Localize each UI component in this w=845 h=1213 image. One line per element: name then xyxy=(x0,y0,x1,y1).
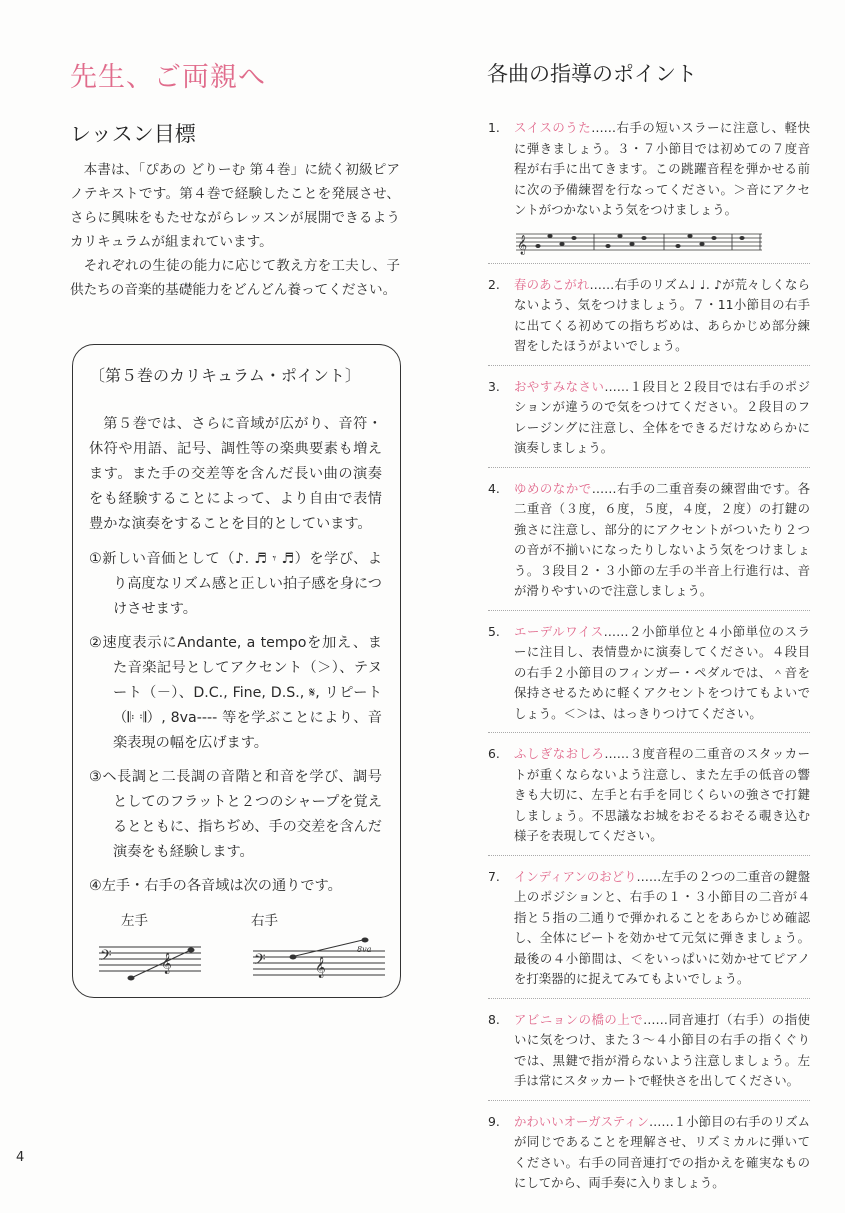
svg-text:𝄞: 𝄞 xyxy=(517,234,528,255)
curriculum-box xyxy=(72,344,401,998)
point-text: ……右手のリズム♩ ♩. ♪が荒々しくならないよう、気をつけましょう。７・11小節目の右手に出てくる初めての指ちぢめは、あらかじめ部分練習をしたほうがよいでしょう。 xyxy=(514,276,810,353)
left-hand-label: 左手 xyxy=(121,913,148,929)
point-number: 9. xyxy=(488,1113,500,1129)
point-title: ゆめのなかで xyxy=(514,480,592,496)
intro-text xyxy=(70,158,400,302)
point-8 xyxy=(488,1010,810,1101)
point-title: アビニョンの橋の上で xyxy=(514,1011,644,1027)
point-text: ……右手の二重音奏の練習曲です。各二重音（３度，６度，５度，４度，２度）の打鍵の強さに注意し、部分的にアクセントがついたり２つの音が不揃いになったりしないよう気をつけましょう。３段目２・３小節の左手の半音上行進行は、音が滑りやすいので注意しましょう。 xyxy=(514,480,811,598)
box-paragraph: 第５巻では、さらに音域が広がり、音符・休符や用語、記号、調性等の楽典要素も増えます。また手の交差等を含んだ長い曲の演奏をも経験することによって、より自由で表情豊かな演奏をすることを目的としています。 xyxy=(89,416,382,532)
point-text: ……１小節目の右手のリズムが同じであることを理解させ、リズミカルに弾いてください。右手の同音連打での指かえを確実なものにしてから、両手奏に入りましょう。 xyxy=(514,1113,810,1190)
ottava-mark: 8va xyxy=(357,945,372,954)
svg-text:𝄢: 𝄢 xyxy=(100,947,112,968)
point-title: 春のあこがれ xyxy=(514,276,590,292)
point-4 xyxy=(488,479,810,611)
point-title: ふしぎなおしろ xyxy=(514,746,605,761)
intro-paragraph-1: 本書は、「ぴあの どりーむ 第４巻」に続く初級ピアノテキストです。第４巻で経験したことを発展させ、さらに興味をもたせながらレッスンが展開できるようカリキュラムが組まれています。 xyxy=(70,162,400,250)
point-3 xyxy=(488,377,810,468)
box-body xyxy=(89,412,382,899)
left-hand-range-staff xyxy=(95,935,205,985)
point-title: インディアンのおどり xyxy=(514,868,637,884)
intro-paragraph-2: それぞれの生徒の能力に応じて教え方を工夫し、子供たちの音楽的基礎能力をどんどん養ってください。 xyxy=(70,258,400,298)
svg-text:𝄞: 𝄞 xyxy=(161,953,172,974)
box-item-3: ③ヘ長調と二長調の音階と和音を学び、調号としてのフラットと２つのシャープを覚えるとともに、指ちぢめ、手の交差を含んだ演奏をも経験します。 xyxy=(89,769,382,860)
point-number: 7. xyxy=(488,868,500,884)
box-title: 〔第５巻のカリキュラム・ポイント〕 xyxy=(89,366,361,385)
range-staves xyxy=(89,909,382,984)
point-number: 3. xyxy=(488,378,500,394)
right-title: 各曲の指導のポイント xyxy=(487,62,697,86)
lesson-heading: レッスン目標 xyxy=(70,122,196,146)
box-item-4: ④左手・右手の各音域は次の通りです。 xyxy=(89,878,342,894)
point-number: 6. xyxy=(488,746,500,761)
svg-text:𝄢: 𝄢 xyxy=(254,951,266,972)
point-text: ……２小節単位と４小節単位のスラーに注目し、表情豊かに演奏してください。４段目の右手２小節目のフィンガー・ペダルでは、＾音を保持させるために軽くアクセントをつけてもよいでしょう。＜＞は、はっきりつけてください。 xyxy=(514,623,811,721)
teaching-points-list xyxy=(488,118,810,1213)
right-hand-range-staff xyxy=(249,935,389,985)
point-number: 8. xyxy=(488,1011,500,1027)
point-title: エーデルワイス xyxy=(514,623,604,639)
point-title: かわいいオーガスティン xyxy=(514,1113,649,1129)
point-text: ……同音連打（右手）の指使いに気をつけ、また３～４小節目の右手の指くぐりでは、黒鍵で指が滑らないよう注意しましょう。左手は常にスタッカートで軽快さを出してください。 xyxy=(514,1011,811,1088)
point-number: 5. xyxy=(488,623,500,639)
left-title: 先生、ご両親へ xyxy=(70,62,266,93)
point-title: スイスのうた xyxy=(514,120,592,135)
point-9 xyxy=(488,1112,810,1202)
point-text: ……左手の２つの二重音の鍵盤上のポジションと、右手の１・３小節目の二音が４指と５指の二通りで弾かれることをあらかじめ確認し、全体にビートを効かせて元気に弾きましょう。最後の４小節間は、＜をいっぱいに効かせてピアノを打楽器的に捉えてみてもよいでしょう。 xyxy=(514,868,810,986)
point-title: おやすみなさい xyxy=(514,378,605,394)
point-number: 1. xyxy=(488,120,500,135)
page-number: 4 xyxy=(16,1150,25,1165)
box-item-2: ②速度表示にAndante, a tempoを加え、また音楽記号としてアクセント（＞）、テヌート（－）、D.C., Fine, D.S., 𝄋, リピート（𝄆 𝄇）, 8va‐‐‐‐ 等を学ぶことにより、音楽表現の幅を広げます。 xyxy=(89,635,382,751)
point-text: ……右手の短いスラーに注意し、軽快に弾きましょう。３・７小節目では初めての７度音程が右手に出てきます。この跳躍音程を弾かせる前に次の予備練習を行なってください。＞音にアクセントがつかないよう気をつけましょう。 xyxy=(514,120,810,217)
preparation-exercise-staff xyxy=(514,225,764,255)
box-item-1: ①新しい音価として（♪. ♬ 𝄾 ♬）を学び、より高度なリズム感と正しい拍子感を身につけさせます。 xyxy=(89,551,382,617)
point-number: 4. xyxy=(488,480,500,496)
point-6 xyxy=(488,744,810,856)
right-hand-label: 右手 xyxy=(251,913,278,929)
point-text: ……１段目と２段目では右手のポジションが違うので気をつけてください。２段目のフレージングに注意し、全体をできるだけなめらかに演奏しましょう。 xyxy=(514,378,810,455)
point-1 xyxy=(488,118,810,264)
point-5 xyxy=(488,622,810,734)
point-text: ……３度音程の二重音のスタッカートが重くならないよう注意し、また左手の低音の響きも大切に、左手と右手を同じくらいの強さで打鍵しましょう。不思議なお城をおそるおそる覗き込む様子を表現してください。 xyxy=(514,746,810,843)
point-2 xyxy=(488,275,810,366)
point-number: 2. xyxy=(488,276,500,292)
svg-text:𝄞: 𝄞 xyxy=(315,957,326,978)
point-7 xyxy=(488,867,810,999)
